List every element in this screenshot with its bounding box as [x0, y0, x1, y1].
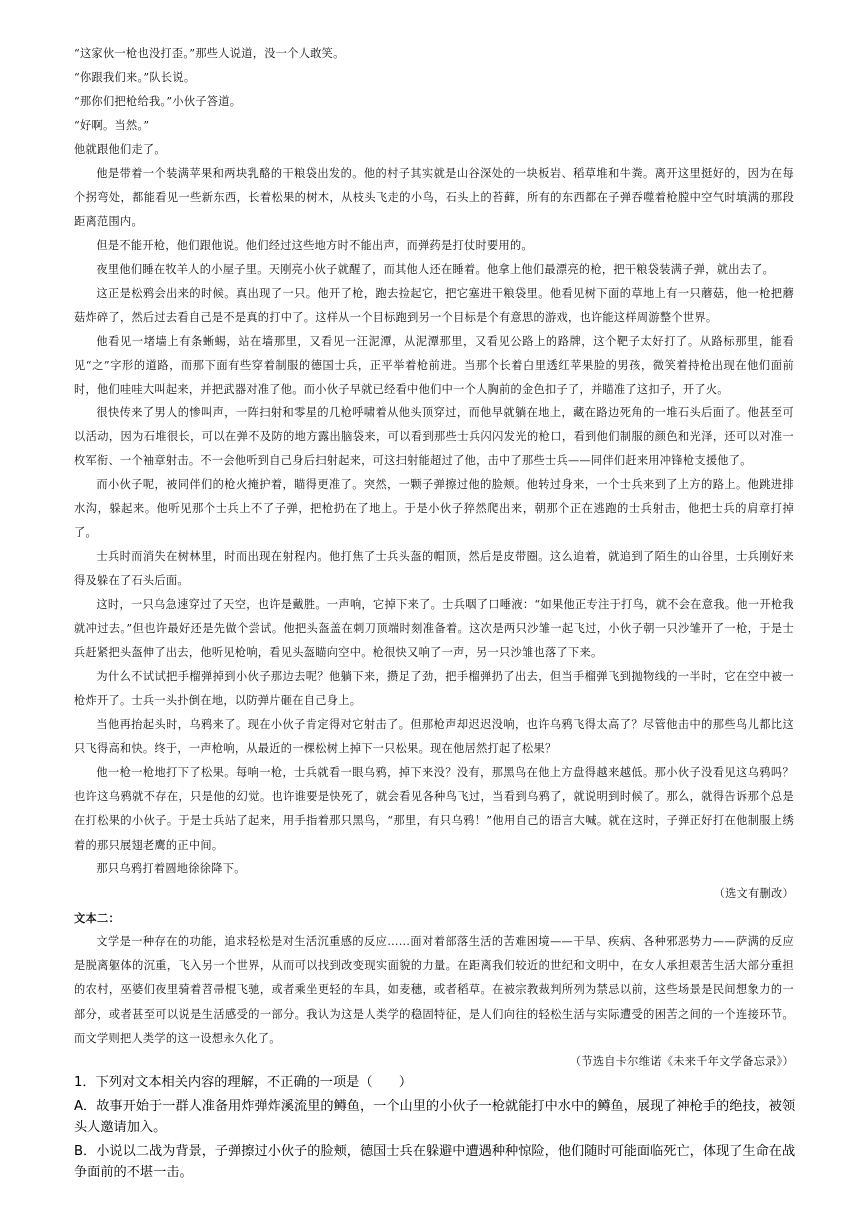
dialogue-line-3: “那你们把枪给我。”小伙子答道。 — [74, 95, 242, 108]
narrative-line-5: 他就跟他们走了。 — [74, 143, 166, 156]
paragraph-12: 而小伙子呢，被同伴们的枪火掩护着，瞄得更准了。突然，一颗子弹擦过他的脸颊。他转过身来，一个士兵来到了上方的路上。他跳进排水沟，躲起来。他听见那个士兵上不了子弹，把枪扔在了地上。于是小伙子猝然爬出来，朝那个正在逃跑的士兵射击，他把士兵的肩章打掉了。 — [74, 478, 794, 540]
question-1-option-b[interactable]: B．小说以二战为背景，子弹擦过小伙子的脸颊，德国士兵在躲避中遭遇种种惊险，他们随时可能面临死亡，体现了生命在战争面前的不堪一击。 — [74, 1144, 796, 1180]
paragraph-13: 士兵时而消失在树林里，时而出现在射程内。他打焦了士兵头盔的帽顶，然后是皮带圈。这么追着，就追到了陌生的山谷里，士兵刚好来得及躲在了石头后面。 — [74, 550, 794, 588]
paragraph-18: 那只乌鸦打着圆地徐徐降下。 — [96, 862, 246, 875]
paragraph-8: 夜里他们睡在牧羊人的小屋子里。天刚亮小伙子就醒了，而其他人还在睡着。他拿上他们最漂亮的枪，把干粮袋装满子弹，就出去了。 — [96, 263, 775, 276]
dialogue-line-1: “这家伙一枪也没打歪。”那些人说道，没一个人敢笑。 — [74, 47, 345, 60]
text2-heading: 文本二： — [74, 911, 120, 925]
paragraph-6: 他是带着一个装满苹果和两块乳酪的干粮袋出发的。他的村子其实就是山谷深处的一块板岩、稻草堆和牛粪。离开这里挺好的，因为在每个拐弯处，都能看见一些新东西，长着松果的树木，从枝头飞走的小鸟，石头上的苔藓，所有的东西都在子弹吞噬着枪膛中空气时填满的那段距离范围内。 — [74, 167, 794, 229]
question-1-stem: 1．下列对文本相关内容的理解，不正确的一项是（ ） — [74, 1075, 413, 1090]
paragraph-16: 当他再抬起头时，乌鸦来了。现在小伙子肯定得对它射击了。但那枪声却迟迟没响，也许乌鸦飞得太高了？尽管他击中的那些鸟儿都比这只飞得高和快。终于，一声枪响，从最近的一棵松树上掉下一只松果。现在他居然打起了松果？ — [74, 718, 794, 756]
dialogue-line-2: “你跟我们来。”队长说。 — [74, 71, 196, 84]
dialogue-line-4: “好啊。当然。” — [74, 119, 150, 132]
text2-source: （节选自卡尔维诺《未来千年文学备忘录》） — [569, 1055, 794, 1068]
paragraph-15: 为什么不试试把手榴弹掉到小伙子那边去呢？他躺下来，攒足了劲，把手榴弹扔了出去，但当手榴弹飞到抛物线的一半时，它在空中被一枪炸开了。士兵一头扑倒在地，以防弹片砸在自己身上。 — [74, 670, 794, 708]
paragraph-9: 这正是松鸦会出来的时候。真出现了一只。他开了枪，跑去捡起它，把它塞进干粮袋里。他看见树下面的草地上有一只蘑菇，他一枪把蘑菇炸碎了，然后过去看自己是不是真的打中了。这样从一个目标跑到另一个目标是个有意思的游戏，也许能这样周游整个世界。 — [74, 287, 794, 325]
text1-source: （选文有删改） — [713, 887, 794, 900]
paragraph-7: 但是不能开枪，他们跟他说。他们经过这些地方时不能出声，而弹药是打仗时要用的。 — [96, 239, 533, 252]
paragraph-14: 这时，一只乌急速穿过了天空，也许是戴胜。一声响，它掉下来了。士兵咽了口唾液：“如果他正专注于打鸟，就不会在意我。他一开枪我就冲过去。”但也许最好还是先做个尝试。他把头盔盖在刺刀顶端时刻准备着。这次是两只沙雏一起飞过，小伙子朝一只沙雏开了一枪，于是士兵赶紧把头盔伸了出去，他听见枪响，看见头盔瞄向空中。枪很快又响了一声，另一只沙雏也落了下来。 — [74, 598, 794, 660]
paragraph-11: 很快传来了男人的惨叫声，一阵扫射和零星的几枪呼啸着从他头顶穿过，而他早就躺在地上，藏在路边死角的一堆石头后面了。他甚至可以活动，因为石堆很长，可以在弹不及防的地方露出脑袋来，可以看到那些士兵闪闪发光的枪口，看到他们制服的颜色和光泽，还可以对准一枚军衔、一个袖章射击。不一会他听到自己身后扫射起来，可这扫射能超过了他，击中了那些士兵——同伴们赶来用冲锋枪支援他了。 — [74, 406, 794, 468]
text2-body: 文学是一种存在的功能，追求轻松是对生活沉重感的反应……面对着部落生活的苦难困境——干旱、疾病、各种邪恶势力——萨满的反应是脱离躯体的沉重，飞入另一个世界，从而可以找到改变现实面貌的力量。在距离我们较近的世纪和文明中，在女人承担艰苦生活大部分重担的农村，巫婆们夜里骑着苕帚棍飞驰，或者乘坐更轻的车具，如麦穗，或者稻草。在被宗教裁判所列为禁忌以前，这些场景是民间想象力的一部分，或者甚至可以说是生活感受的一部分。我认为这是人类学的稳固特征，是人们向往的轻松生活与实际遭受的困苦之间的一个连接环节。而文学则把人类学的这一设想永久化了。 — [74, 935, 794, 1045]
question-1-option-a[interactable]: A．故事开始于一群人准备用炸弹炸溪流里的鳟鱼，一个山里的小伙子一枪就能打中水中的鳟鱼，展现了神枪手的绝技，被领头人邀请加入。 — [74, 1099, 796, 1135]
paragraph-10: 他看见一堵墙上有条蜥蜴，站在墙那里，又看见一汪泥潭，从泥潭那里，又看见公路上的路牌，这个靶子太好打了。从路标那里，能看见“之”字形的道路，而那下面有些穿着制服的德国士兵，正平举着枪前进。当那个长着白里透红苹果脸的男孩，微笑着持枪出现在他们面前时，他们哇哇大叫起来，并把武器对准了他。而小伙子早就已经看中他们中一个人胸前的金色扣子了，并瞄准了这扣子，开了火。 — [74, 335, 794, 397]
paragraph-17: 他一枪一枪地打下了松果。每响一枪，士兵就看一眼乌鸦，掉下来没？没有，那黑鸟在他上方盘得越来越低。那小伙子没看见这乌鸦吗？也许这乌鸦就不存在，只是他的幻觉。也许谁要是快死了，就会看见各种鸟飞过，当看到乌鸦了，就说明到时候了。那么，就得告诉那个总是在打松果的小伙子。于是士兵站了起来，用手指着那只黑鸟，“那里，有只乌鸦！”他用自己的语言大喊。就在这时，子弹正好打在他制服上绣着的那只展翅老鹰的正中间。 — [74, 766, 794, 852]
